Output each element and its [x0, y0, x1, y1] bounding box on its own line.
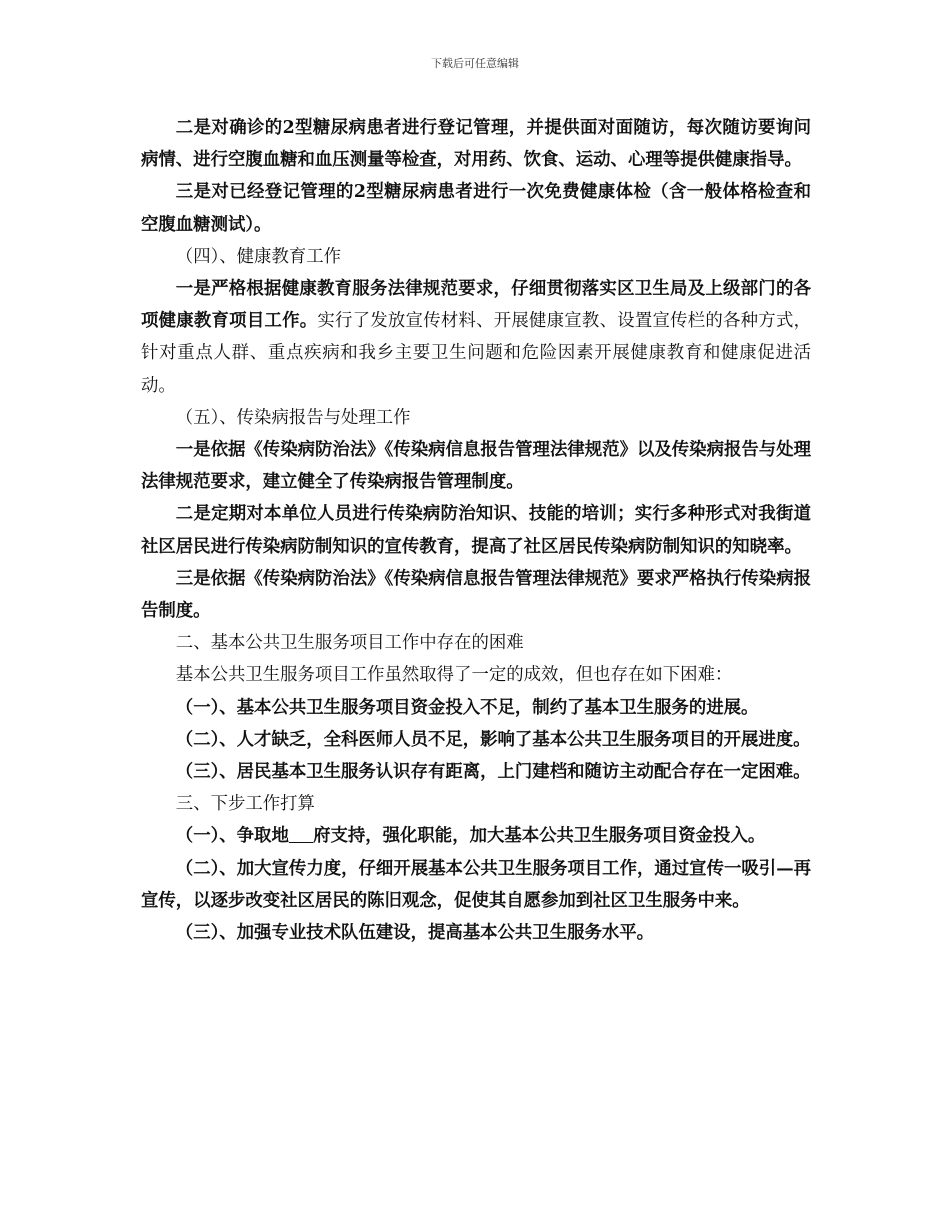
paragraph-diabetes-checkup: 三是对已经登记管理的2型糖尿病患者进行一次免费健康体检（含一般体格检查和空腹血糖测试）。	[141, 182, 811, 235]
paragraph-difficulty-awareness: （三）、居民基本卫生服务认识存有距离，上门建档和随访主动配合存在一定困难。	[175, 762, 811, 783]
paragraph-infectious-training: 二是定期对本单位人员进行传染病防治知识、技能的培训；实行多种形式对我街道社区居民进行传染病防制知识的宣传教育，提高了社区居民传染病防制知识的知晓率。	[141, 504, 811, 557]
document-body	[141, 112, 811, 949]
next-step-government-after: 府支持，强化职能，加大基本公共卫生服务项目资金投入。	[313, 826, 766, 847]
paragraph-infectious-reporting-system: 一是依据《传染病防治法》《传染病信息报告管理法律规范》以及传染病报告与处理法律规范要求，建立健全了传染病报告管理制度。	[141, 440, 811, 493]
section-heading-difficulties: 二、基本公共卫生服务项目工作中存在的困难	[175, 633, 524, 654]
paragraph-diabetes-registration: 二是对确诊的2型糖尿病患者进行登记管理，并提供面对面随访，每次随访要询问病情、进行空腹血糖和血压测量等检查，对用药、饮食、运动、心理等提供健康指导。	[141, 118, 811, 171]
paragraph-health-education-normal: 实行了发放宣传材料、开展健康宣教、设置宣传栏的各种方式，针对重点人群、重点疾病和我乡主要卫生问题和危险因素开展健康教育和健康促进活动。	[141, 311, 811, 396]
section-heading-next-steps: 三、下步工作打算	[175, 794, 315, 815]
section-heading-infectious-disease: （五）、传染病报告与处理工作	[175, 407, 411, 428]
section-heading-health-education: （四）、健康教育工作	[175, 246, 342, 267]
paragraph-health-education	[141, 273, 811, 402]
paragraph-next-step-government	[141, 820, 811, 852]
paragraph-next-step-publicity: （二）、加大宣传力度，仔细开展基本公共卫生服务项目工作，通过宣传一吸引—再宣传，以逐步改变社区居民的陈旧观念，促使其自愿参加到社区卫生服务中来。	[141, 858, 811, 911]
paragraph-health-education-bold: 一是严格根据健康教育服务法律规范要求，仔细贯彻落实区卫生局及上级部门的各项健康教育项目工作。	[141, 279, 811, 332]
next-step-government-before: （一）、争取地	[175, 826, 289, 847]
page-header: 下载后可任意编辑	[431, 57, 519, 70]
paragraph-infectious-execution: 三是依据《传染病防治法》《传染病信息报告管理法律规范》要求严格执行传染病报告制度。	[141, 568, 811, 622]
paragraph-difficulty-funding: （一）、基本公共卫生服务项目资金投入不足，制约了基本卫生服务的进展。	[175, 697, 759, 718]
next-step-government-blank	[289, 826, 313, 846]
paragraph-next-step-team: （三）、加强专业技术队伍建设，提高基本公共卫生服务水平。	[175, 923, 655, 944]
paragraph-difficulties-intro: 基本公共卫生服务项目工作虽然取得了一定的成效，但也存在如下困难：	[175, 665, 733, 686]
paragraph-difficulty-staffing: （二）、人才缺乏，全科医师人员不足，影响了基本公共卫生服务项目的开展进度。	[175, 729, 811, 750]
